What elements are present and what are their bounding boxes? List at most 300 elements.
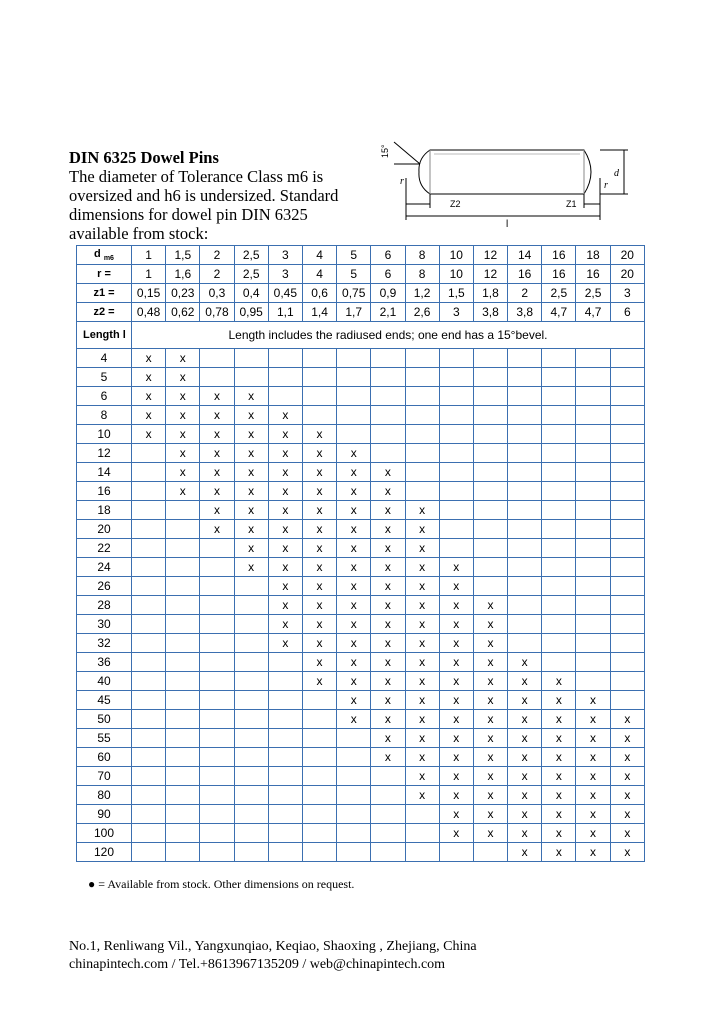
stock-cell	[132, 444, 166, 463]
stock-mark: x	[508, 729, 542, 748]
stock-mark: x	[200, 482, 234, 501]
stock-cell	[234, 653, 268, 672]
stock-mark: x	[473, 691, 507, 710]
stock-cell	[132, 596, 166, 615]
stock-cell	[268, 843, 302, 862]
row-z1-cell: 0,6	[302, 284, 336, 303]
table-row	[77, 710, 645, 729]
stock-mark: x	[337, 444, 371, 463]
stock-cell	[200, 577, 234, 596]
table-row	[77, 824, 645, 843]
stock-cell	[302, 387, 336, 406]
table-row	[77, 501, 645, 520]
stock-cell	[610, 406, 644, 425]
length-value: 24	[77, 558, 132, 577]
stock-cell	[576, 349, 610, 368]
row-d-cell: 6	[371, 246, 405, 265]
table-row	[77, 596, 645, 615]
stock-mark: x	[439, 786, 473, 805]
stock-mark: x	[132, 406, 166, 425]
stock-mark: x	[473, 596, 507, 615]
stock-cell	[337, 824, 371, 843]
stock-mark: x	[405, 615, 439, 634]
stock-cell	[302, 349, 336, 368]
stock-cell	[302, 786, 336, 805]
length-value: 4	[77, 349, 132, 368]
stock-mark: x	[268, 577, 302, 596]
stock-mark: x	[268, 539, 302, 558]
stock-cell	[473, 368, 507, 387]
stock-mark: x	[542, 843, 576, 862]
stock-mark: x	[542, 805, 576, 824]
stock-mark: x	[200, 444, 234, 463]
stock-mark: x	[405, 577, 439, 596]
length-value: 80	[77, 786, 132, 805]
length-note: Length includes the radiused ends; one end has a 15°bevel.	[132, 322, 645, 349]
row-d-cell: 10	[439, 246, 473, 265]
stock-cell	[268, 748, 302, 767]
stock-cell	[200, 691, 234, 710]
row-z1-cell: 1,2	[405, 284, 439, 303]
stock-mark: x	[337, 672, 371, 691]
stock-cell	[337, 349, 371, 368]
stock-mark: x	[200, 520, 234, 539]
stock-mark: x	[200, 406, 234, 425]
table-row	[77, 805, 645, 824]
stock-cell	[439, 368, 473, 387]
stock-cell	[200, 767, 234, 786]
stock-mark: x	[337, 615, 371, 634]
stock-cell	[166, 501, 200, 520]
stock-cell	[268, 824, 302, 843]
stock-mark: x	[542, 691, 576, 710]
stock-cell	[473, 577, 507, 596]
stock-cell	[302, 368, 336, 387]
stock-cell	[610, 387, 644, 406]
stock-cell	[200, 786, 234, 805]
stock-mark: x	[234, 444, 268, 463]
stock-cell	[337, 729, 371, 748]
stock-cell	[337, 767, 371, 786]
length-value: 5	[77, 368, 132, 387]
stock-mark: x	[576, 767, 610, 786]
stock-cell	[610, 558, 644, 577]
stock-cell	[439, 520, 473, 539]
stock-cell	[166, 786, 200, 805]
page-title: DIN 6325 Dowel Pins	[69, 148, 219, 167]
row-r-cell: 5	[337, 265, 371, 284]
length-value: 100	[77, 824, 132, 843]
stock-mark: x	[542, 767, 576, 786]
row-z2-cell: 0,95	[234, 303, 268, 322]
stock-cell	[371, 805, 405, 824]
row-d-cell: 12	[473, 246, 507, 265]
stock-cell	[542, 368, 576, 387]
stock-mark: x	[473, 634, 507, 653]
stock-mark: x	[610, 843, 644, 862]
stock-cell	[268, 368, 302, 387]
stock-cell	[439, 501, 473, 520]
table-row	[77, 520, 645, 539]
row-r-cell: 1	[132, 265, 166, 284]
stock-mark: x	[439, 634, 473, 653]
row-r-label: r =	[77, 265, 132, 284]
stock-cell	[371, 786, 405, 805]
d-tolerance: m6	[103, 255, 114, 263]
stock-cell	[508, 501, 542, 520]
row-z2-cell: 1,1	[268, 303, 302, 322]
stock-cell	[542, 387, 576, 406]
stock-cell	[405, 824, 439, 843]
stock-cell	[234, 843, 268, 862]
stock-cell	[132, 767, 166, 786]
stock-cell	[132, 672, 166, 691]
stock-cell	[542, 520, 576, 539]
stock-mark: x	[508, 672, 542, 691]
row-d-cell: 20	[610, 246, 644, 265]
stock-cell	[234, 805, 268, 824]
stock-cell	[234, 577, 268, 596]
stock-mark: x	[405, 672, 439, 691]
row-z1-cell: 0,9	[371, 284, 405, 303]
stock-mark: x	[576, 691, 610, 710]
stock-mark: x	[405, 786, 439, 805]
l-label: l	[506, 219, 509, 230]
stock-cell	[302, 843, 336, 862]
stock-mark: x	[234, 387, 268, 406]
row-d-cell: 3	[268, 246, 302, 265]
stock-cell	[576, 520, 610, 539]
length-value: 28	[77, 596, 132, 615]
stock-mark: x	[473, 786, 507, 805]
stock-mark: x	[302, 444, 336, 463]
length-value: 36	[77, 653, 132, 672]
stock-cell	[610, 539, 644, 558]
stock-mark: x	[473, 805, 507, 824]
stock-cell	[234, 596, 268, 615]
stock-mark: x	[234, 539, 268, 558]
stock-mark: x	[576, 843, 610, 862]
stock-cell	[200, 539, 234, 558]
stock-cell	[200, 843, 234, 862]
stock-mark: x	[268, 482, 302, 501]
stock-mark: x	[337, 634, 371, 653]
stock-cell	[200, 368, 234, 387]
stock-mark: x	[132, 425, 166, 444]
stock-mark: x	[166, 482, 200, 501]
dimensions-table	[76, 245, 645, 862]
stock-mark: x	[268, 425, 302, 444]
stock-mark: x	[200, 501, 234, 520]
stock-cell	[576, 482, 610, 501]
row-z2-label: z2 =	[77, 303, 132, 322]
table-row	[77, 691, 645, 710]
row-r-cell: 3	[268, 265, 302, 284]
stock-cell	[166, 748, 200, 767]
table-row	[77, 672, 645, 691]
stock-cell	[234, 748, 268, 767]
stock-mark: x	[268, 634, 302, 653]
stock-cell	[200, 615, 234, 634]
stock-cell	[200, 653, 234, 672]
length-value: 12	[77, 444, 132, 463]
stock-mark: x	[542, 729, 576, 748]
stock-mark: x	[268, 615, 302, 634]
stock-cell	[542, 577, 576, 596]
stock-mark: x	[576, 824, 610, 843]
stock-cell	[132, 805, 166, 824]
stock-cell	[268, 805, 302, 824]
row-z2-cell: 3,8	[508, 303, 542, 322]
stock-mark: x	[337, 577, 371, 596]
row-z2-cell: 0,48	[132, 303, 166, 322]
stock-cell	[268, 672, 302, 691]
stock-mark: x	[302, 596, 336, 615]
stock-mark: x	[439, 691, 473, 710]
stock-mark: x	[542, 824, 576, 843]
stock-mark: x	[166, 387, 200, 406]
row-z2-cell: 3,8	[473, 303, 507, 322]
stock-mark: x	[439, 577, 473, 596]
stock-cell	[132, 539, 166, 558]
stock-mark: x	[473, 615, 507, 634]
stock-mark: x	[610, 824, 644, 843]
stock-cell	[200, 748, 234, 767]
stock-mark: x	[302, 539, 336, 558]
stock-cell	[166, 767, 200, 786]
stock-mark: x	[268, 444, 302, 463]
stock-cell	[508, 444, 542, 463]
stock-cell	[576, 406, 610, 425]
d-symbol: d	[94, 247, 101, 260]
intro	[69, 148, 369, 243]
z2-label: Z2	[450, 199, 461, 209]
stock-cell	[200, 349, 234, 368]
row-d-label	[77, 246, 132, 265]
stock-cell	[542, 425, 576, 444]
stock-cell	[610, 577, 644, 596]
stock-cell	[439, 463, 473, 482]
stock-mark: x	[473, 672, 507, 691]
stock-cell	[132, 748, 166, 767]
stock-cell	[132, 482, 166, 501]
stock-mark: x	[371, 482, 405, 501]
stock-cell	[610, 672, 644, 691]
stock-mark: x	[508, 786, 542, 805]
stock-cell	[610, 596, 644, 615]
r-left-label: r	[400, 176, 404, 187]
stock-cell	[132, 520, 166, 539]
d-label: d	[614, 168, 619, 179]
stock-cell	[371, 767, 405, 786]
stock-cell	[508, 615, 542, 634]
stock-cell	[576, 425, 610, 444]
stock-mark: x	[302, 482, 336, 501]
stock-mark: x	[268, 501, 302, 520]
stock-mark: x	[371, 501, 405, 520]
stock-mark: x	[439, 729, 473, 748]
row-z1-cell: 0,75	[337, 284, 371, 303]
stock-cell	[371, 824, 405, 843]
stock-cell	[576, 577, 610, 596]
stock-cell	[200, 596, 234, 615]
table-row	[77, 634, 645, 653]
row-r	[77, 265, 645, 284]
length-value: 120	[77, 843, 132, 862]
stock-cell	[166, 824, 200, 843]
stock-mark: x	[439, 596, 473, 615]
stock-cell	[132, 653, 166, 672]
table-row	[77, 406, 645, 425]
stock-mark: x	[371, 729, 405, 748]
stock-cell	[268, 786, 302, 805]
stock-mark: x	[337, 482, 371, 501]
stock-mark: x	[576, 710, 610, 729]
length-value: 40	[77, 672, 132, 691]
row-d-cell: 1	[132, 246, 166, 265]
row-z2-cell: 6	[610, 303, 644, 322]
stock-mark: x	[234, 463, 268, 482]
stock-mark: x	[371, 653, 405, 672]
stock-cell	[337, 387, 371, 406]
stock-mark: x	[610, 710, 644, 729]
stock-cell	[234, 672, 268, 691]
table-row	[77, 767, 645, 786]
row-z1-cell: 0,15	[132, 284, 166, 303]
row-d-cell: 14	[508, 246, 542, 265]
stock-mark: x	[234, 406, 268, 425]
stock-cell	[200, 672, 234, 691]
row-d-cell: 1,5	[166, 246, 200, 265]
stock-cell	[200, 805, 234, 824]
length-value: 32	[77, 634, 132, 653]
stock-cell	[610, 349, 644, 368]
stock-cell	[610, 482, 644, 501]
stock-cell	[473, 406, 507, 425]
stock-mark: x	[371, 710, 405, 729]
row-r-cell: 10	[439, 265, 473, 284]
stock-mark: x	[371, 615, 405, 634]
stock-cell	[132, 691, 166, 710]
stock-mark: x	[200, 463, 234, 482]
stock-mark: x	[508, 691, 542, 710]
stock-mark: x	[508, 767, 542, 786]
stock-mark: x	[439, 748, 473, 767]
stock-mark: x	[405, 520, 439, 539]
stock-mark: x	[371, 539, 405, 558]
stock-mark: x	[268, 520, 302, 539]
length-value: 26	[77, 577, 132, 596]
stock-mark: x	[405, 710, 439, 729]
stock-mark: x	[371, 634, 405, 653]
table-row	[77, 444, 645, 463]
row-d-cell: 5	[337, 246, 371, 265]
row-r-cell: 12	[473, 265, 507, 284]
stock-cell	[166, 729, 200, 748]
stock-cell	[610, 425, 644, 444]
stock-mark: x	[371, 672, 405, 691]
stock-mark: x	[439, 710, 473, 729]
stock-cell	[234, 634, 268, 653]
row-r-cell: 2	[200, 265, 234, 284]
stock-cell	[405, 444, 439, 463]
stock-mark: x	[405, 501, 439, 520]
length-value: 14	[77, 463, 132, 482]
stock-cell	[473, 501, 507, 520]
table-row	[77, 748, 645, 767]
stock-cell	[166, 672, 200, 691]
stock-cell	[234, 691, 268, 710]
stock-mark: x	[302, 520, 336, 539]
stock-mark: x	[508, 824, 542, 843]
row-z1-cell: 0,45	[268, 284, 302, 303]
stock-cell	[302, 748, 336, 767]
stock-cell	[337, 368, 371, 387]
stock-cell	[508, 349, 542, 368]
stock-cell	[405, 406, 439, 425]
stock-cell	[166, 710, 200, 729]
stock-cell	[405, 387, 439, 406]
stock-cell	[234, 767, 268, 786]
row-z2-cell: 2,6	[405, 303, 439, 322]
stock-cell	[132, 615, 166, 634]
stock-mark: x	[405, 729, 439, 748]
stock-mark: x	[439, 767, 473, 786]
stock-cell	[610, 634, 644, 653]
stock-mark: x	[166, 425, 200, 444]
stock-mark: x	[405, 767, 439, 786]
footer	[69, 938, 477, 974]
row-d-cell: 2,5	[234, 246, 268, 265]
stock-mark: x	[337, 520, 371, 539]
row-r-cell: 16	[508, 265, 542, 284]
stock-mark: x	[405, 691, 439, 710]
stock-cell	[234, 824, 268, 843]
stock-cell	[234, 729, 268, 748]
stock-mark: x	[439, 672, 473, 691]
r-right-label: r	[604, 180, 608, 191]
row-z1	[77, 284, 645, 303]
stock-cell	[542, 653, 576, 672]
stock-cell	[234, 349, 268, 368]
stock-mark: x	[473, 653, 507, 672]
stock-cell	[610, 615, 644, 634]
stock-cell	[337, 805, 371, 824]
stock-cell	[234, 615, 268, 634]
table-row	[77, 387, 645, 406]
stock-mark: x	[268, 596, 302, 615]
stock-cell	[371, 387, 405, 406]
stock-cell	[302, 406, 336, 425]
stock-cell	[371, 843, 405, 862]
stock-mark: x	[371, 520, 405, 539]
stock-cell	[302, 824, 336, 843]
row-r-cell: 4	[302, 265, 336, 284]
stock-cell	[508, 482, 542, 501]
stock-mark: x	[610, 805, 644, 824]
stock-cell	[439, 349, 473, 368]
stock-cell	[371, 425, 405, 444]
stock-cell	[132, 786, 166, 805]
row-r-cell: 20	[610, 265, 644, 284]
stock-mark: x	[166, 463, 200, 482]
length-value: 30	[77, 615, 132, 634]
stock-mark: x	[542, 672, 576, 691]
stock-cell	[576, 653, 610, 672]
stock-mark: x	[200, 387, 234, 406]
stock-cell	[234, 710, 268, 729]
length-value: 18	[77, 501, 132, 520]
